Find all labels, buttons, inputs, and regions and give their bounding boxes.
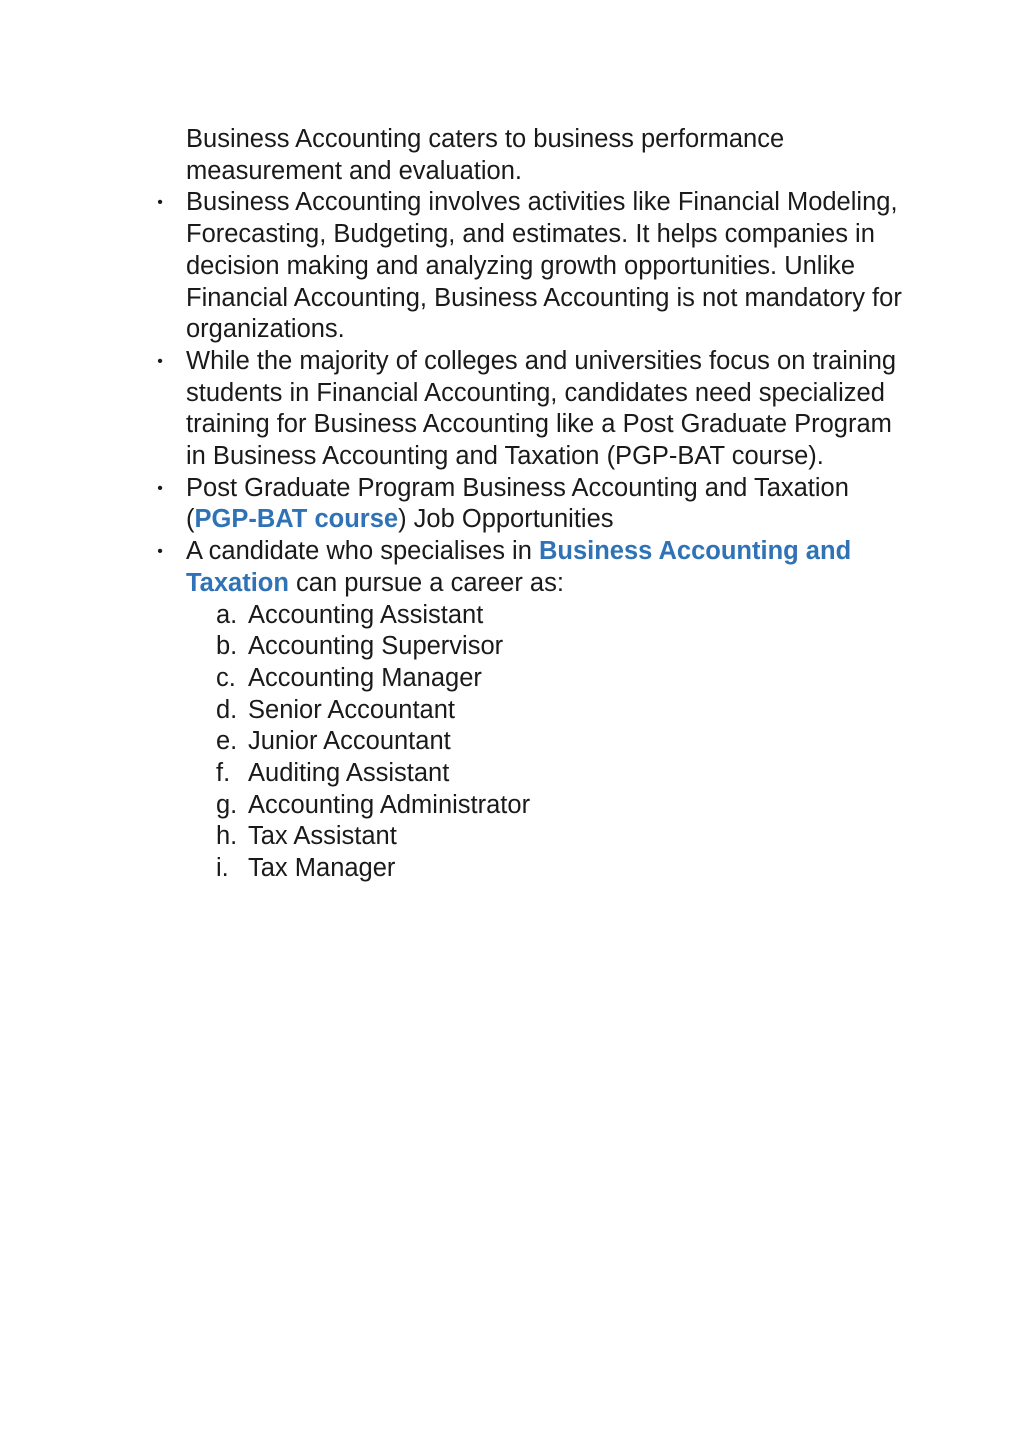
career-label: Tax Manager (248, 854, 396, 883)
list-item (157, 536, 916, 885)
bullet-text-before: A candidate who specialises in (186, 537, 539, 566)
list-item (157, 187, 916, 346)
bullet-text-after: ) Job Opportunities (398, 505, 614, 534)
intro-paragraph: Business Accounting caters to business performance measurement and evaluation. (186, 125, 785, 185)
career-label: Senior Accountant (248, 695, 455, 724)
list-marker: b. (216, 632, 238, 661)
career-label: Tax Assistant (248, 822, 397, 851)
career-list-item (186, 726, 916, 758)
list-marker: d. (216, 695, 238, 724)
list-marker: g. (216, 790, 238, 819)
career-label: Accounting Manager (248, 663, 482, 692)
document-content (157, 124, 916, 885)
bullet-text-after: can pursue a career as: (288, 568, 564, 597)
career-label: Accounting Supervisor (248, 632, 504, 661)
list-marker: a. (216, 600, 238, 629)
career-label: Junior Accountant (248, 727, 451, 756)
list-marker: h. (216, 822, 238, 851)
career-list-item (186, 631, 916, 663)
career-list-item (186, 600, 916, 632)
career-label: Accounting Administrator (248, 790, 531, 819)
career-list-item (186, 695, 916, 727)
list-marker: i. (216, 854, 229, 883)
list-item (157, 473, 916, 536)
career-list-item (186, 758, 916, 790)
list-marker: e. (216, 727, 238, 756)
bullet-text: While the majority of colleges and universities focus on training students in Financial Accounting, candidates need specialized training for Business Accounting like a Post Graduate Program in Business Accounting and Taxation (PGP-BAT course). (186, 346, 897, 471)
list-item (157, 346, 916, 473)
bullet-list (157, 187, 916, 884)
career-list-item (186, 663, 916, 695)
bullet-icon: • (157, 543, 163, 561)
career-label: Accounting Assistant (248, 600, 484, 629)
list-marker: f. (216, 759, 231, 788)
bullet-icon: • (157, 479, 163, 497)
career-label: Auditing Assistant (248, 759, 450, 788)
bullet-icon: • (157, 352, 163, 370)
list-marker: c. (216, 663, 236, 692)
career-list-item (186, 853, 916, 885)
career-list (186, 600, 916, 885)
pgp-bat-course-link[interactable]: PGP-BAT course (194, 505, 399, 534)
bullet-text-before: Post Graduate Program Business Accounting and Taxation ( (186, 473, 849, 534)
career-list-item (186, 790, 916, 822)
business-accounting-taxation-link[interactable]: Business Accounting and Taxation (186, 537, 852, 597)
bullet-icon: • (157, 194, 163, 212)
career-list-item (186, 821, 916, 853)
bullet-text: Business Accounting involves activities like Financial Modeling, Forecasting, Budgeting, and estimates. It helps companies in decision making and analyzing growth opportunities. Unlike Financial Accounting, Business Accounting is not mandatory for organizations. (186, 188, 902, 344)
